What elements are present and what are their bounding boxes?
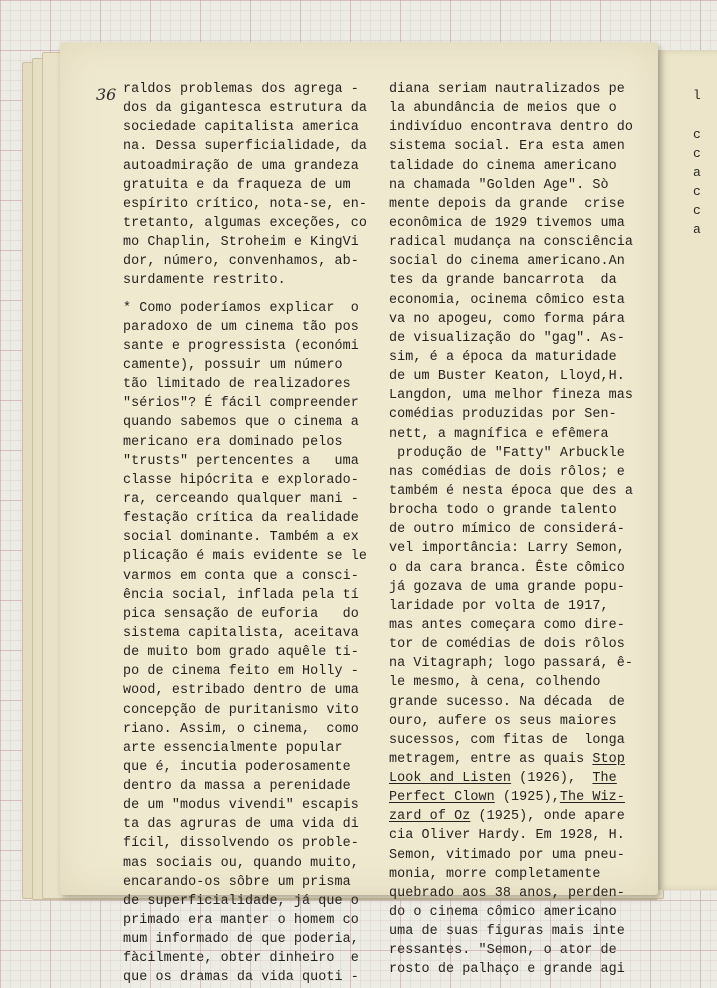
left-column	[123, 80, 373, 988]
text-line: rosto de palhaço e grande agi	[389, 962, 625, 978]
facing-page-letter: c	[693, 203, 701, 218]
text-line: indivíduo encontrava dentro do	[389, 120, 634, 136]
text-line: va no apogeu, como forma pára	[389, 311, 625, 327]
text-line: ra, cerceando qualquer mani -	[123, 491, 359, 507]
text-line: paradoxo de um cinema tão pos	[123, 319, 359, 335]
text-line	[389, 788, 651, 807]
text-line: le mesmo, à cena, colhendo	[389, 675, 601, 691]
text-line: social do cinema americano.An	[389, 254, 625, 270]
text-line: * Como poderíamos explicar o	[123, 300, 359, 316]
film-title: Stop	[592, 751, 625, 767]
text-line: grande sucesso. Na década de	[389, 694, 625, 710]
film-title: The Wiz-	[559, 790, 625, 806]
text-line: mas sociais ou, quando muito,	[123, 855, 359, 871]
text-line: ouro, aufere os seus maiores	[389, 713, 617, 729]
text-line: quebrado aos 38 anos, perden-	[389, 885, 625, 901]
facing-page	[656, 50, 717, 890]
text-line: camente), possuir um número	[123, 357, 343, 373]
text-line: sistema social. Era esta amen	[389, 139, 625, 155]
text-line: sociedade capitalista america	[123, 120, 359, 136]
text-span: (1925),	[494, 790, 560, 806]
text-line: na Vitagraph; logo passará, ê-	[389, 656, 634, 672]
text-line: dentro da massa a perenidade	[123, 779, 351, 795]
text-line: cia Oliver Hardy. Em 1928, H.	[389, 828, 625, 844]
facing-page-letter: l	[693, 88, 701, 103]
paragraph	[123, 299, 373, 988]
text-line: ressantes. "Semon, o ator de	[389, 943, 617, 959]
text-line: monia, morre completamente	[389, 866, 601, 882]
text-span: (1925), onde apare	[470, 809, 625, 825]
right-column	[389, 80, 651, 980]
text-line: do o cinema cômico americano	[389, 905, 617, 921]
text-line: uma de suas figuras mais inte	[389, 924, 625, 940]
text-line: de muito bom grado aquêle ti-	[123, 645, 359, 661]
paragraph	[123, 80, 373, 291]
text-line: que é, incutia poderosamente	[123, 759, 351, 775]
text-line: tor de comédias de dois rôlos	[389, 637, 625, 653]
text-line: festação crítica da realidade	[123, 511, 359, 527]
text-line: sim, é a época da maturidade	[389, 349, 617, 365]
text-line	[389, 807, 651, 826]
text-line: primado era manter o homem co	[123, 913, 359, 929]
text-line: pica sensação de euforia do	[123, 606, 359, 622]
text-line: surdamente restrito.	[123, 273, 286, 289]
text-line: riano. Assim, o cinema, como	[123, 721, 359, 737]
text-line: social dominante. Também a ex	[123, 530, 359, 546]
text-line: po de cinema feito em Holly -	[123, 664, 359, 680]
text-line: laridade por volta de 1917,	[389, 598, 609, 614]
facing-page-letter: c	[693, 146, 701, 161]
text-line: "trusts" pertencentes a uma	[123, 453, 359, 469]
text-line: encarando-os sôbre um prisma	[123, 874, 351, 890]
text-line: fàcilmente, obter dinheiro e	[123, 951, 359, 967]
text-line: varmos em conta que a consci-	[123, 568, 359, 584]
text-line: na. Dessa superficialidade, da	[123, 139, 368, 155]
text-line: comédias produzidas por Sen-	[389, 407, 617, 423]
text-line: de visualização do "gag". As-	[389, 330, 625, 346]
text-line: brocha todo o grande talento	[389, 503, 617, 519]
text-line: la abundância de meios que o	[389, 101, 617, 117]
text-line: dos da gigantesca estrutura da	[123, 101, 368, 117]
text-line: Semon, vitimado por uma pneu-	[389, 847, 625, 863]
text-line: mericano era dominado pelos	[123, 434, 343, 450]
text-span: (1926),	[511, 771, 593, 787]
text-line: classe hipócrita e explorado-	[123, 472, 359, 488]
facing-page-letter: a	[693, 222, 701, 237]
text-line: sante e progressista (económi	[123, 338, 359, 354]
text-line: Langdon, uma melhor fineza mas	[389, 388, 634, 404]
text-line: já gozava de uma grande popu-	[389, 579, 625, 595]
text-line	[389, 750, 651, 769]
page-number: 36	[96, 85, 117, 104]
text-line: tretanto, algumas exceções, co	[123, 215, 368, 231]
text-line: nett, a magnífica e efêmera	[389, 426, 609, 442]
text-line: que os dramas da vida quoti -	[123, 970, 359, 986]
text-line: tão limitado de realizadores	[123, 377, 351, 393]
text-line: wood, estribado dentro de uma	[123, 683, 359, 699]
text-line: mas antes começara como dire-	[389, 617, 625, 633]
paragraph-gap	[123, 291, 373, 299]
facing-page-letter: a	[693, 165, 701, 180]
text-line: radical mudança na consciência	[389, 235, 634, 251]
text-line: o da cara branca. Êste cômico	[389, 560, 625, 576]
text-line: raldos problemas dos agrega -	[123, 82, 359, 97]
text-span: metragem, entre as quais	[389, 751, 593, 767]
text-line: quando sabemos que o cinema a	[123, 415, 359, 431]
text-line: fícil, dissolvendo os proble-	[123, 836, 359, 852]
film-title: The	[592, 771, 617, 787]
text-line: diana seriam nautralizados pe	[389, 82, 625, 97]
text-line: plicação é mais evidente se le	[123, 549, 368, 565]
text-line: "sérios"? É fácil compreender	[123, 396, 359, 412]
text-line: também é nesta época que des a	[389, 483, 634, 499]
text-line: economia, ocinema cômico esta	[389, 292, 625, 308]
text-line: mo Chaplin, Stroheim e KingVi	[123, 235, 359, 251]
text-line: arte essencialmente popular	[123, 740, 343, 756]
film-title: Look and Listen	[389, 771, 512, 787]
text-line	[389, 769, 651, 788]
facing-page-letter: c	[693, 184, 701, 199]
text-line: concepção de puritanismo vito	[123, 702, 359, 718]
text-line: econômica de 1929 tivemos uma	[389, 215, 625, 231]
text-line: espírito crítico, nota-se, en-	[123, 196, 368, 212]
text-line: gratuita e da fraqueza de um	[123, 177, 351, 193]
text-line: de um Buster Keaton, Lloyd,H.	[389, 369, 625, 385]
text-line: na chamada "Golden Age". Sò	[389, 177, 609, 193]
text-line: sucessos, com fitas de longa	[389, 732, 625, 748]
text-line: ência social, inflada pela tí	[123, 587, 359, 603]
film-title: zard of Oz	[389, 809, 471, 825]
facing-page-letter: c	[693, 127, 701, 142]
text-line: mente depois da grande crise	[389, 196, 625, 212]
text-line: de um "modus vivendi" escapis	[123, 798, 359, 814]
text-line: vel importância: Larry Semon,	[389, 541, 625, 557]
text-line: tes da grande bancarrota da	[389, 273, 617, 289]
text-line: sistema capitalista, aceitava	[123, 625, 359, 641]
text-line: mum informado de que poderia,	[123, 932, 359, 948]
text-line: produção de "Fatty" Arbuckle	[389, 445, 625, 461]
text-line: de outro mímico de considerá-	[389, 522, 625, 538]
text-line: talidade do cinema americano	[389, 158, 617, 174]
text-line: dor, número, convenhamos, ab-	[123, 254, 359, 270]
text-line: de superficialidade, já que o	[123, 893, 359, 909]
film-title: Perfect Clown	[389, 790, 495, 806]
text-line: nas comédias de dois rôlos; e	[389, 464, 625, 480]
text-line: autoadmiração de uma grandeza	[123, 158, 359, 174]
text-line: ta das agruras de uma vida di	[123, 817, 359, 833]
